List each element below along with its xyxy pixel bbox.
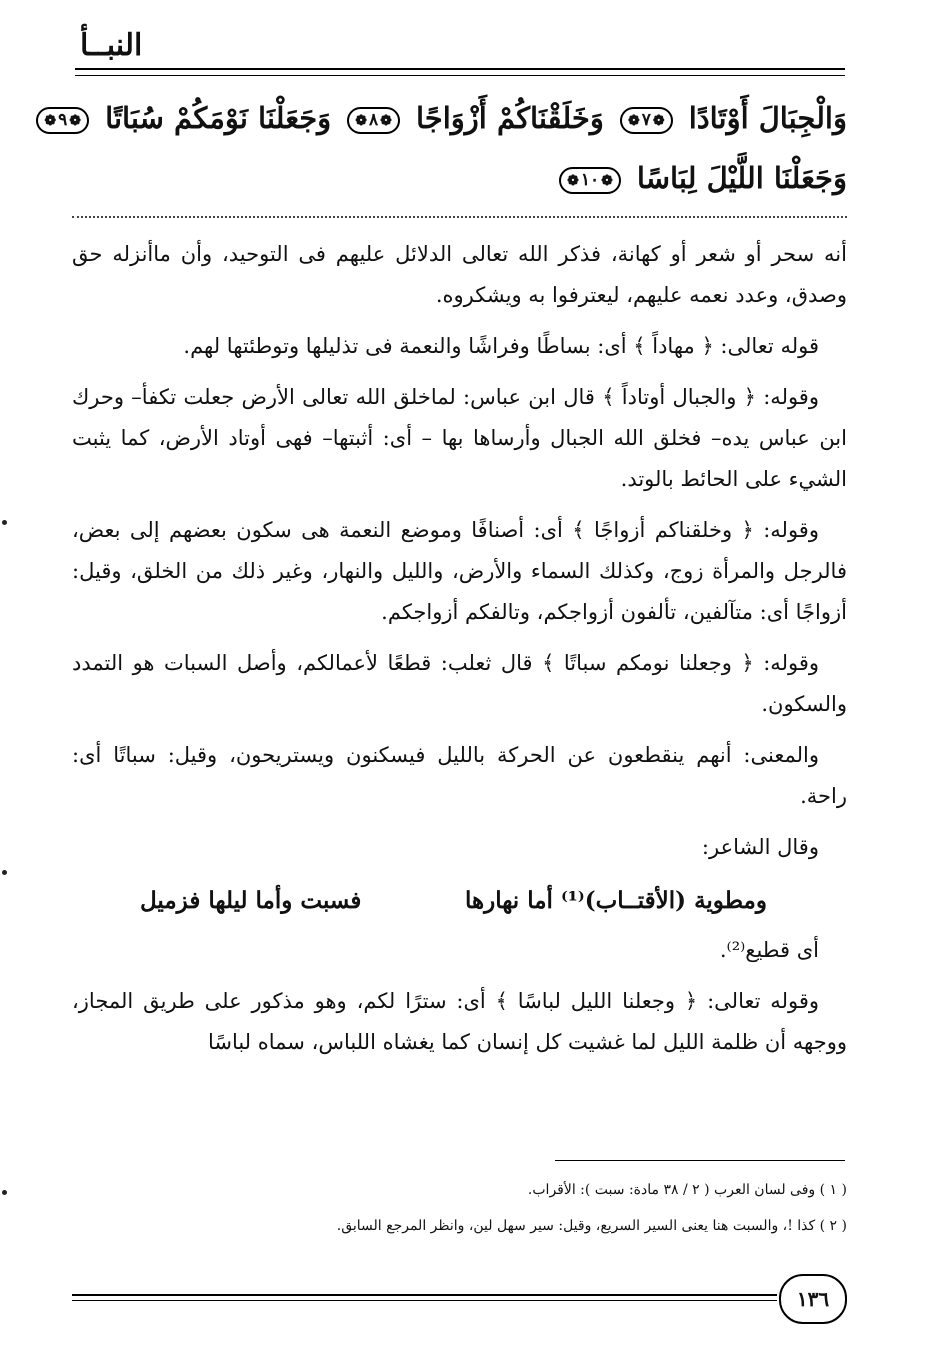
paragraph: وقوله: ﴿ وخلقناكم أزواجًا ﴾ أى: أصنافًا وموضع النعمة هى سكون بعضهم إلى بعض، فالرجل والمرأة زوج، وكذلك السماء والأرض، والليل والنهار، وغير ذلك من الخلق، وقيل: أزواجًا أى: متآلفين، تألفون أزواجكم، وتالفكم أزواجكم. [72, 518, 847, 624]
verse-line-1 [58, 88, 847, 148]
scan-mark [2, 870, 7, 875]
footnote: ( ١ ) وفى لسان العرب ( ٢ / ٣٨ مادة: سبت ): الأقراب. [527, 1182, 847, 1198]
verse-separator [72, 216, 847, 218]
paragraph: وقوله: ﴿ والجبال أوتاداً ﴾ قال ابن عباس: لماخلق الله تعالى الأرض جعلت تكفأ– وحرك ابن عباس يده– فخلق الله الجبال وأرساها بها – أى: أثبتها– فهى أوتاد الأرض، كما يثبت الشيء على الحائط بالوتد. [72, 385, 847, 491]
surah-title: النبــأ [80, 28, 143, 63]
paragraph: أنه سحر أو شعر أو كهانة، فذكر الله تعالى الدلائل عليهم فى التوحيد، وأن ماأنزله حق وصدق، وعدد نعمه عليهم، ليعترفوا به ويشكروه. [72, 242, 847, 307]
page-footer [72, 1266, 847, 1316]
verse-text: وَخَلَقْنَاكُمْ أَزْوَاجًا [415, 101, 604, 135]
paragraph: أى قطيع⁽²⁾. [719, 938, 819, 962]
paragraph: وقوله: ﴿ وجعلنا نومكم سباتًا ﴾ قال ثعلب: قطعًا لأعمالكم، وأصل السبات هو التمدد والسكون. [72, 651, 847, 716]
verse-line-2 [72, 148, 847, 208]
verse-text: وَجَعَلْنَا اللَّيْلَ لِبَاسًا [636, 161, 847, 195]
ayah-number-marker: ❁ ٧ ❁ [620, 107, 673, 134]
poem-second-hemistich: فسبت وأما ليلها فزميل [140, 887, 362, 914]
paragraph: وقوله تعالى: ﴿ وجعلنا الليل لباسًا ﴾ أى: سترًا لكم، وهو مذكور على طريق المجاز، ووجهه أن ظلمة الليل لما غشيت كل إنسان كما يغشاه اللباس، سماه لباسًا [72, 989, 847, 1054]
paragraph: والمعنى: أنهم ينقطعون عن الحركة بالليل فيسكنون ويستريحون، وقيل: سباتًا أى: راحة. [72, 743, 847, 808]
paragraph: قوله تعالى: ﴿ مهاداً ﴾ أى: بساطًا وفراشًا والنعمة فى تذليلها وتوطئتها لهم. [183, 334, 819, 358]
header-rule [75, 68, 845, 76]
scan-mark [2, 1190, 7, 1195]
ayah-number-marker: ❁ ١٠ ❁ [559, 167, 621, 194]
commentary-body [72, 234, 847, 1073]
verse-text: وَالْجِبَالَ أَوْتَادًا [688, 101, 847, 135]
poem-first-hemistich: ومطوية (الأقتــاب)⁽¹⁾ أما نهارها [464, 887, 767, 914]
footnotes [72, 1172, 847, 1244]
footnote-separator [555, 1160, 845, 1161]
footnote: ( ٢ ) كذا !، والسبت هنا يعنى السير السريع، وقيل: سير سهل لين، وانظر المرجع السابق. [336, 1218, 847, 1234]
footer-rule [72, 1294, 777, 1301]
quran-verses [58, 88, 847, 208]
verse-text: وَجَعَلْنَا نَوْمَكُمْ سُبَاتًا [105, 101, 332, 135]
paragraph: وقال الشاعر: [701, 835, 819, 859]
ayah-number-marker: ❁ ٩ ❁ [36, 107, 89, 134]
poetry-verse [72, 878, 847, 924]
scan-mark [2, 520, 7, 525]
page-number: ١٣٦ [779, 1274, 847, 1324]
ayah-number-marker: ❁ ٨ ❁ [347, 107, 400, 134]
